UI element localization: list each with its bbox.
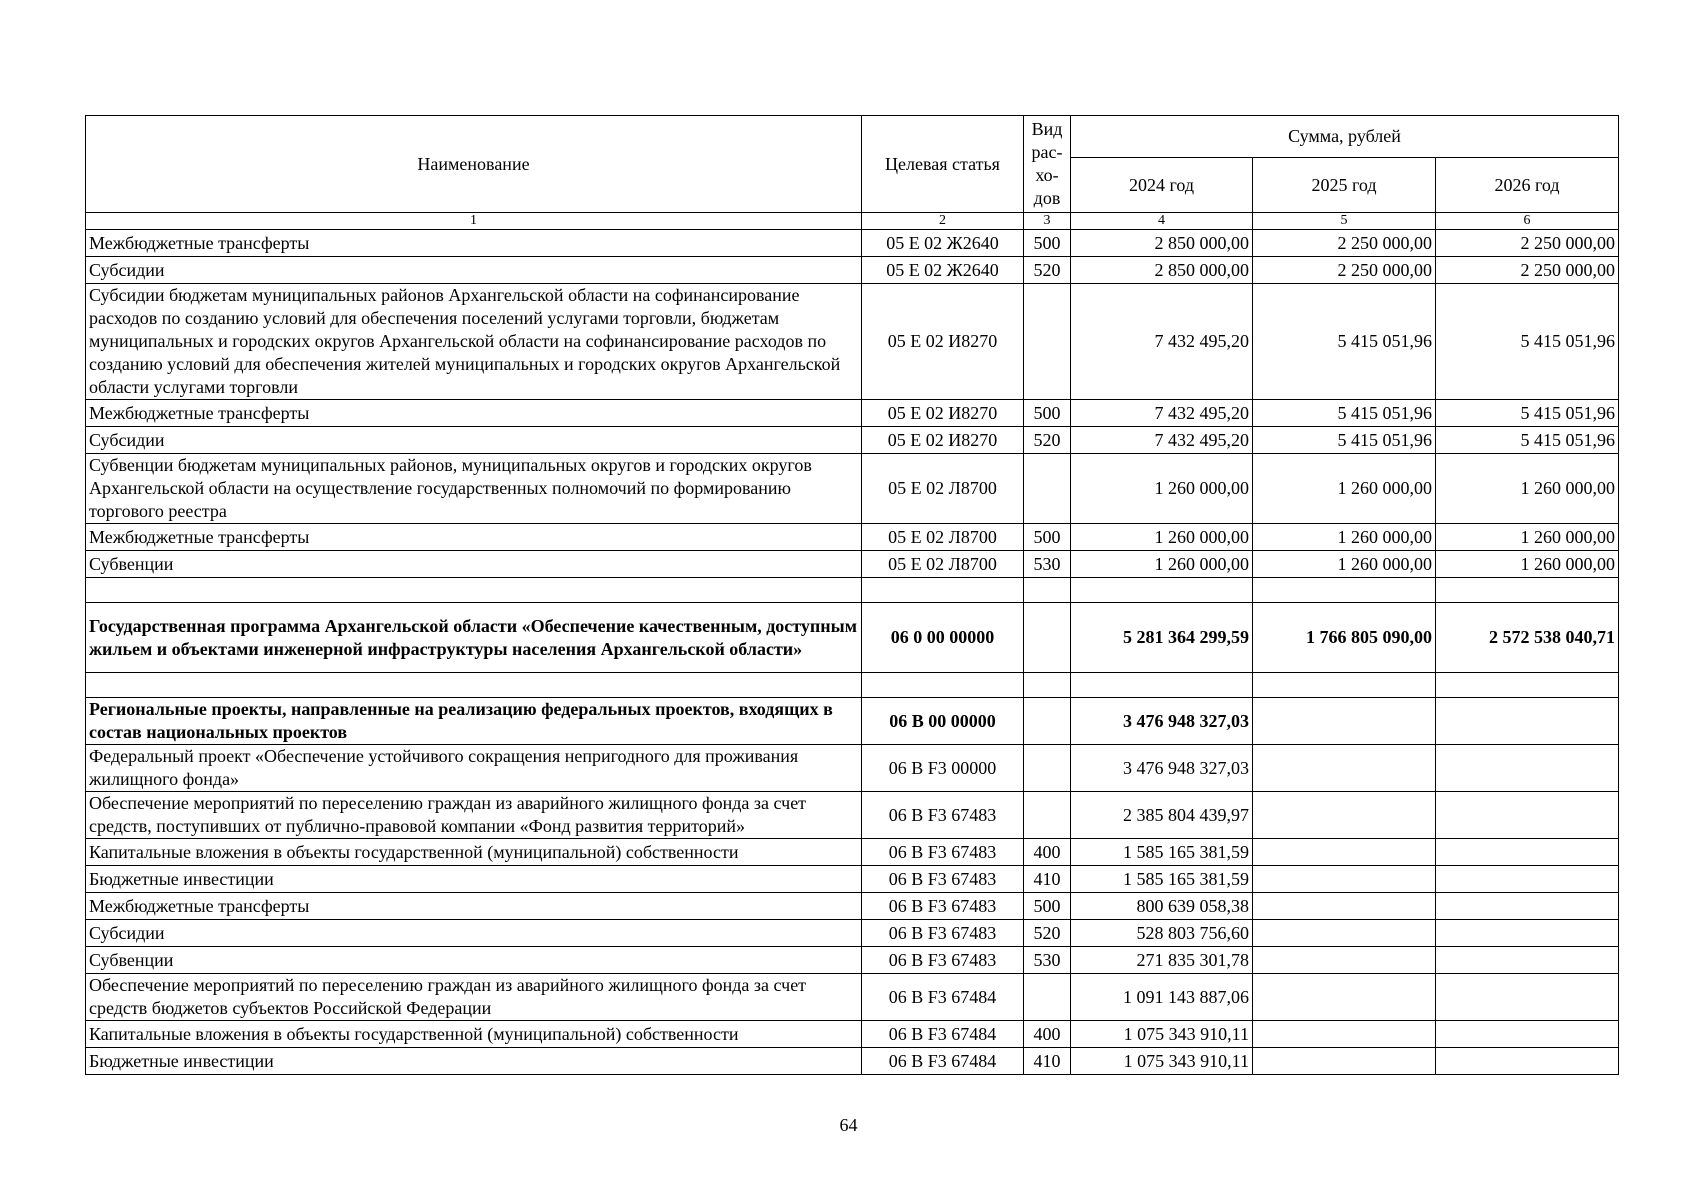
table-row [86, 524, 1619, 551]
row-sum-2024: 3 476 948 327,03 [1071, 698, 1253, 745]
row-name: Бюджетные инвестиции [86, 1048, 862, 1075]
blank-cell [1253, 578, 1436, 603]
blank-cell [1436, 578, 1619, 603]
blank-cell [1253, 673, 1436, 698]
row-name: Бюджетные инвестиции [86, 866, 862, 893]
table-row [86, 893, 1619, 920]
blank-cell [862, 673, 1024, 698]
row-code: 06 В F3 67483 [862, 893, 1024, 920]
row-sum-2026: 2 572 538 040,71 [1436, 603, 1619, 673]
row-sum-2025 [1253, 893, 1436, 920]
row-sum-2024: 7 432 495,20 [1071, 427, 1253, 454]
row-sum-2024: 7 432 495,20 [1071, 400, 1253, 427]
table-row [86, 284, 1619, 400]
table-row [86, 1048, 1619, 1075]
column-number: 4 [1071, 213, 1253, 230]
blank-cell [862, 578, 1024, 603]
row-sum-2025: 1 766 805 090,00 [1253, 603, 1436, 673]
row-sum-2025: 5 415 051,96 [1253, 400, 1436, 427]
row-name: Федеральный проект «Обеспечение устойчивого сокращения непригодного для проживания жилищного фонда» [86, 745, 862, 792]
row-sum-2025: 1 260 000,00 [1253, 524, 1436, 551]
row-sum-2025 [1253, 1048, 1436, 1075]
budget-table-container [85, 115, 1618, 1075]
row-sum-2024: 7 432 495,20 [1071, 284, 1253, 400]
row-sum-2024: 271 835 301,78 [1071, 947, 1253, 974]
row-sum-2024: 2 850 000,00 [1071, 230, 1253, 257]
row-sum-2026: 5 415 051,96 [1436, 284, 1619, 400]
row-sum-2024: 1 260 000,00 [1071, 524, 1253, 551]
row-expense-type: 400 [1024, 839, 1071, 866]
row-name: Межбюджетные трансферты [86, 524, 862, 551]
table-row [86, 1021, 1619, 1048]
table-row [86, 947, 1619, 974]
row-expense-type [1024, 974, 1071, 1021]
row-sum-2026: 1 260 000,00 [1436, 454, 1619, 524]
table-row [86, 427, 1619, 454]
row-sum-2024: 1 260 000,00 [1071, 454, 1253, 524]
row-expense-type: 400 [1024, 1021, 1071, 1048]
row-code: 06 В F3 67484 [862, 1021, 1024, 1048]
row-code: 05 Е 02 И8270 [862, 427, 1024, 454]
row-code: 06 В F3 67483 [862, 920, 1024, 947]
row-expense-type: 530 [1024, 551, 1071, 578]
blank-row [86, 578, 1619, 603]
header-year-2024: 2024 год [1071, 158, 1253, 213]
row-sum-2025: 2 250 000,00 [1253, 257, 1436, 284]
row-sum-2025 [1253, 974, 1436, 1021]
table-row [86, 974, 1619, 1021]
row-code: 06 В F3 67483 [862, 792, 1024, 839]
row-expense-type: 520 [1024, 427, 1071, 454]
table-row-subprogram [86, 698, 1619, 745]
row-sum-2026: 5 415 051,96 [1436, 400, 1619, 427]
row-sum-2026 [1436, 947, 1619, 974]
row-expense-type: 410 [1024, 866, 1071, 893]
row-sum-2026: 2 250 000,00 [1436, 230, 1619, 257]
blank-cell [86, 673, 862, 698]
blank-row [86, 673, 1619, 698]
row-name: Капитальные вложения в объекты государственной (муниципальной) собственности [86, 839, 862, 866]
row-name: Капитальные вложения в объекты государственной (муниципальной) собственности [86, 1021, 862, 1048]
row-sum-2026 [1436, 745, 1619, 792]
table-row [86, 400, 1619, 427]
row-sum-2026 [1436, 974, 1619, 1021]
blank-cell [1071, 673, 1253, 698]
row-sum-2024: 1 260 000,00 [1071, 551, 1253, 578]
row-sum-2025: 1 260 000,00 [1253, 454, 1436, 524]
row-sum-2024: 3 476 948 327,03 [1071, 745, 1253, 792]
row-sum-2026: 5 415 051,96 [1436, 427, 1619, 454]
row-expense-type: 530 [1024, 947, 1071, 974]
row-expense-type: 520 [1024, 257, 1071, 284]
row-expense-type: 500 [1024, 893, 1071, 920]
row-sum-2024: 2 850 000,00 [1071, 257, 1253, 284]
budget-table [85, 115, 1619, 1075]
row-expense-type [1024, 603, 1071, 673]
row-sum-2024: 528 803 756,60 [1071, 920, 1253, 947]
column-number: 5 [1253, 213, 1436, 230]
row-code: 06 В F3 67483 [862, 866, 1024, 893]
row-sum-2025: 2 250 000,00 [1253, 230, 1436, 257]
row-name: Межбюджетные трансферты [86, 230, 862, 257]
row-sum-2024: 800 639 058,38 [1071, 893, 1253, 920]
row-name: Субвенции [86, 947, 862, 974]
row-sum-2026 [1436, 920, 1619, 947]
column-numbers-row [86, 213, 1619, 230]
row-code: 05 Е 02 И8270 [862, 284, 1024, 400]
row-name: Субвенции бюджетам муниципальных районов, муниципальных округов и городских округов Архангельской области на осуществление государственных полномочий по формированию торгового реестра [86, 454, 862, 524]
column-number: 6 [1436, 213, 1619, 230]
header-year-2026: 2026 год [1436, 158, 1619, 213]
row-name: Государственная программа Архангельской области «Обеспечение качественным, доступным жильем и объектами инженерной инфраструктуры населения Архангельской области» [86, 603, 862, 673]
table-row [86, 920, 1619, 947]
row-name: Обеспечение мероприятий по переселению граждан из аварийного жилищного фонда за счет средств, поступивших от публично-правовой компании «Фонд развития территорий» [86, 792, 862, 839]
row-code: 05 Е 02 И8270 [862, 400, 1024, 427]
row-sum-2026 [1436, 698, 1619, 745]
row-name: Субсидии [86, 257, 862, 284]
header-name: Наименование [86, 116, 862, 213]
row-sum-2024: 2 385 804 439,97 [1071, 792, 1253, 839]
column-number: 1 [86, 213, 862, 230]
page-number: 64 [839, 1115, 858, 1135]
blank-cell [86, 578, 862, 603]
header-row [86, 116, 1619, 158]
row-expense-type [1024, 792, 1071, 839]
row-sum-2024: 1 585 165 381,59 [1071, 866, 1253, 893]
row-sum-2025 [1253, 1021, 1436, 1048]
row-sum-2026 [1436, 1048, 1619, 1075]
row-sum-2026 [1436, 839, 1619, 866]
table-row [86, 230, 1619, 257]
row-code: 06 0 00 00000 [862, 603, 1024, 673]
row-sum-2024: 1 075 343 910,11 [1071, 1048, 1253, 1075]
row-sum-2026 [1436, 866, 1619, 893]
row-code: 05 Е 02 Ж2640 [862, 230, 1024, 257]
row-name: Региональные проекты, направленные на реализацию федеральных проектов, входящих в состав национальных проектов [86, 698, 862, 745]
table-row [86, 551, 1619, 578]
row-sum-2026: 2 250 000,00 [1436, 257, 1619, 284]
row-name: Субсидии [86, 427, 862, 454]
row-sum-2026 [1436, 1021, 1619, 1048]
row-code: 05 Е 02 Ж2640 [862, 257, 1024, 284]
table-row [86, 257, 1619, 284]
row-sum-2025 [1253, 866, 1436, 893]
row-sum-2025 [1253, 947, 1436, 974]
row-sum-2025 [1253, 698, 1436, 745]
row-sum-2025: 5 415 051,96 [1253, 284, 1436, 400]
table-row-program [86, 603, 1619, 673]
row-name: Субсидии [86, 920, 862, 947]
row-sum-2026 [1436, 792, 1619, 839]
row-expense-type [1024, 698, 1071, 745]
row-code: 06 В F3 67483 [862, 839, 1024, 866]
row-expense-type: 410 [1024, 1048, 1071, 1075]
row-code: 06 В F3 67484 [862, 974, 1024, 1021]
row-expense-type: 520 [1024, 920, 1071, 947]
table-row [86, 745, 1619, 792]
blank-cell [1024, 578, 1071, 603]
row-code: 05 Е 02 Л8700 [862, 551, 1024, 578]
row-sum-2024: 1 091 143 887,06 [1071, 974, 1253, 1021]
row-expense-type [1024, 745, 1071, 792]
table-row [86, 454, 1619, 524]
table-row [86, 792, 1619, 839]
row-sum-2026: 1 260 000,00 [1436, 524, 1619, 551]
row-name: Субсидии бюджетам муниципальных районов Архангельской области на софинансирование расходов по созданию условий для обеспечения поселений услугами торговли, бюджетам муниципальных и городских округов Архангельской области на софинансирование расходов по созданию условий для обеспечения жителей муниципальных и городских округов Архангельской области услугами торговли [86, 284, 862, 400]
table-row [86, 839, 1619, 866]
table-row [86, 866, 1619, 893]
row-expense-type: 500 [1024, 524, 1071, 551]
row-expense-type [1024, 454, 1071, 524]
row-sum-2026 [1436, 893, 1619, 920]
row-sum-2025: 1 260 000,00 [1253, 551, 1436, 578]
row-expense-type: 500 [1024, 400, 1071, 427]
header-target-article: Целевая статья [862, 116, 1024, 213]
row-sum-2025 [1253, 920, 1436, 947]
row-sum-2025 [1253, 792, 1436, 839]
blank-cell [1436, 673, 1619, 698]
row-name: Обеспечение мероприятий по переселению граждан из аварийного жилищного фонда за счет средств бюджетов субъектов Российской Федерации [86, 974, 862, 1021]
header-expense-type: Вид рас-хо-дов [1024, 116, 1071, 213]
row-code: 06 В F3 00000 [862, 745, 1024, 792]
row-code: 06 В 00 00000 [862, 698, 1024, 745]
header-sum: Сумма, рублей [1071, 116, 1619, 158]
row-code: 06 В F3 67484 [862, 1048, 1024, 1075]
row-expense-type [1024, 284, 1071, 400]
row-code: 05 Е 02 Л8700 [862, 454, 1024, 524]
row-sum-2024: 5 281 364 299,59 [1071, 603, 1253, 673]
row-sum-2024: 1 585 165 381,59 [1071, 839, 1253, 866]
header-year-2025: 2025 год [1253, 158, 1436, 213]
blank-cell [1024, 673, 1071, 698]
blank-cell [1071, 578, 1253, 603]
row-name: Межбюджетные трансферты [86, 893, 862, 920]
row-expense-type: 500 [1024, 230, 1071, 257]
row-sum-2024: 1 075 343 910,11 [1071, 1021, 1253, 1048]
row-sum-2026: 1 260 000,00 [1436, 551, 1619, 578]
row-name: Субвенции [86, 551, 862, 578]
column-number: 2 [862, 213, 1024, 230]
row-code: 05 Е 02 Л8700 [862, 524, 1024, 551]
row-sum-2025: 5 415 051,96 [1253, 427, 1436, 454]
column-number: 3 [1024, 213, 1071, 230]
row-name: Межбюджетные трансферты [86, 400, 862, 427]
row-sum-2025 [1253, 745, 1436, 792]
row-code: 06 В F3 67483 [862, 947, 1024, 974]
row-sum-2025 [1253, 839, 1436, 866]
